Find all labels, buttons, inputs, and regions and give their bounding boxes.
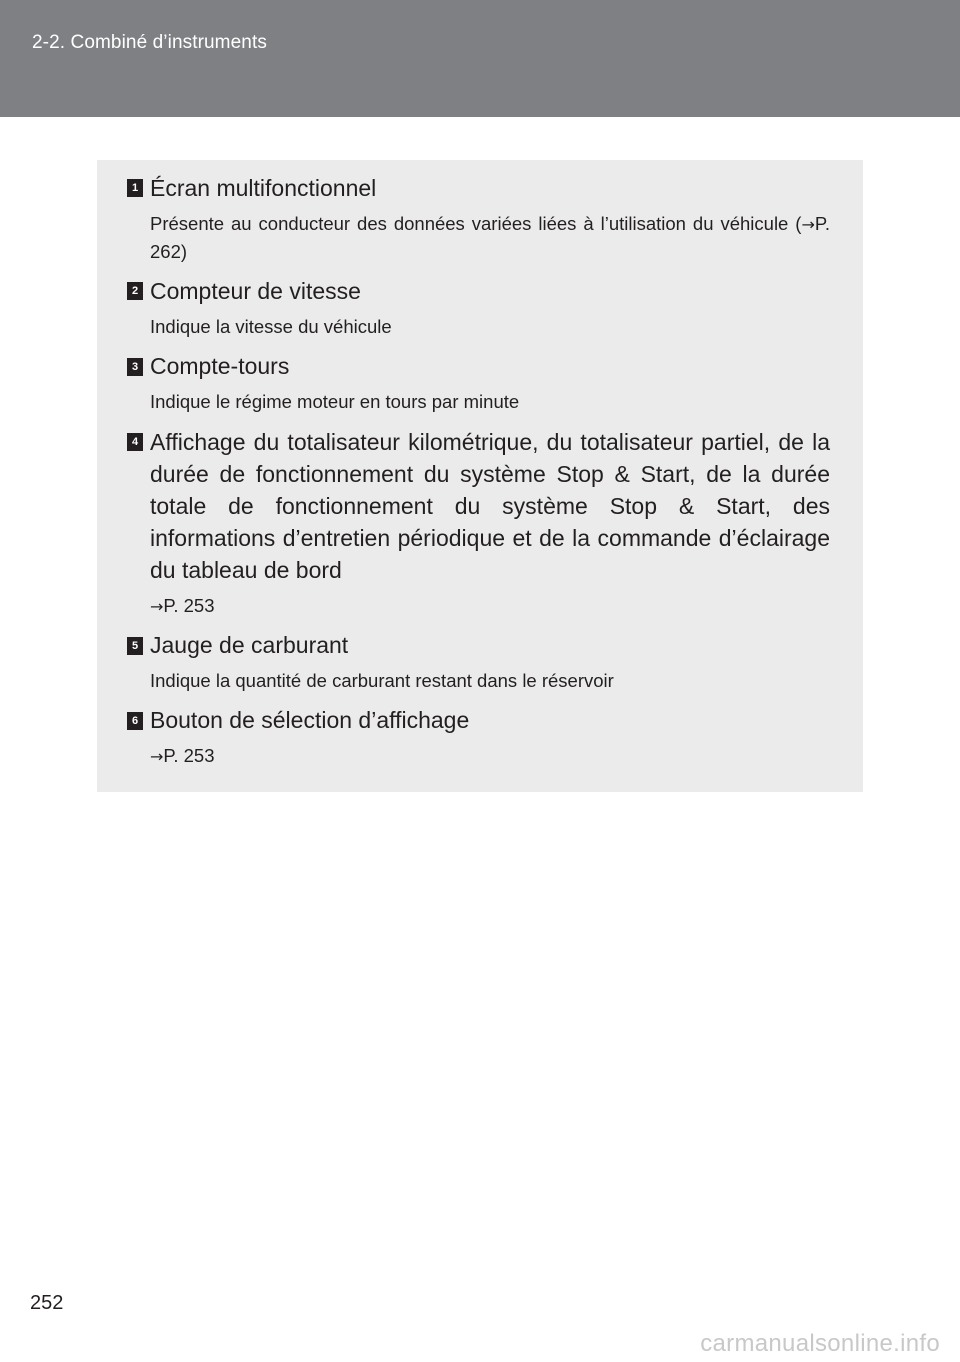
arrow-right-icon: → bbox=[150, 747, 164, 766]
item-number-badge: 6 bbox=[127, 712, 143, 730]
item-title: Bouton de sélection d’affichage bbox=[150, 707, 470, 733]
page-reference-link[interactable]: P. 253 bbox=[163, 745, 215, 766]
watermark: carmanualsonline.info bbox=[700, 1330, 940, 1357]
header-bar bbox=[0, 0, 960, 117]
page-number: 252 bbox=[30, 1292, 64, 1314]
item-title: Compteur de vitesse bbox=[150, 278, 361, 304]
item-number-badge: 4 bbox=[127, 433, 143, 451]
section-title: 2-2. Combiné d’instruments bbox=[32, 32, 267, 53]
item-number-badge: 3 bbox=[127, 358, 143, 376]
item-title: Jauge de carburant bbox=[150, 632, 349, 658]
item-title: Affichage du totalisateur kilométrique, du totalisateur partiel, de la durée de fonctionnement du système Stop & Start, de la durée totale de fonctionnement du système Stop & Start, des informations d’entretien périodique et de la commande d’éclairage du tableau de bord bbox=[150, 429, 830, 583]
item-number-badge: 2 bbox=[127, 282, 143, 300]
item-description bbox=[150, 742, 830, 770]
content-box bbox=[97, 160, 863, 792]
item-title: Compte-tours bbox=[150, 353, 290, 379]
arrow-right-icon: → bbox=[801, 215, 815, 234]
arrow-right-icon: → bbox=[150, 597, 164, 616]
item-description bbox=[150, 592, 830, 620]
item-description: Indique la vitesse du véhicule bbox=[150, 316, 392, 337]
item-description-text: Présente au conducteur des données variées liées à l’utilisation du véhicule ( bbox=[150, 213, 802, 234]
item-description: Indique la quantité de carburant restant dans le réservoir bbox=[150, 670, 614, 691]
page-reference-link[interactable]: P. 262) bbox=[150, 213, 830, 262]
item-number-badge: 5 bbox=[127, 637, 143, 655]
item-title: Écran multifonctionnel bbox=[150, 175, 377, 201]
item-description bbox=[150, 210, 830, 265]
page-reference-link[interactable]: P. 253 bbox=[163, 595, 215, 616]
item-number-badge: 1 bbox=[127, 179, 143, 197]
item-description: Indique le régime moteur en tours par minute bbox=[150, 391, 520, 412]
